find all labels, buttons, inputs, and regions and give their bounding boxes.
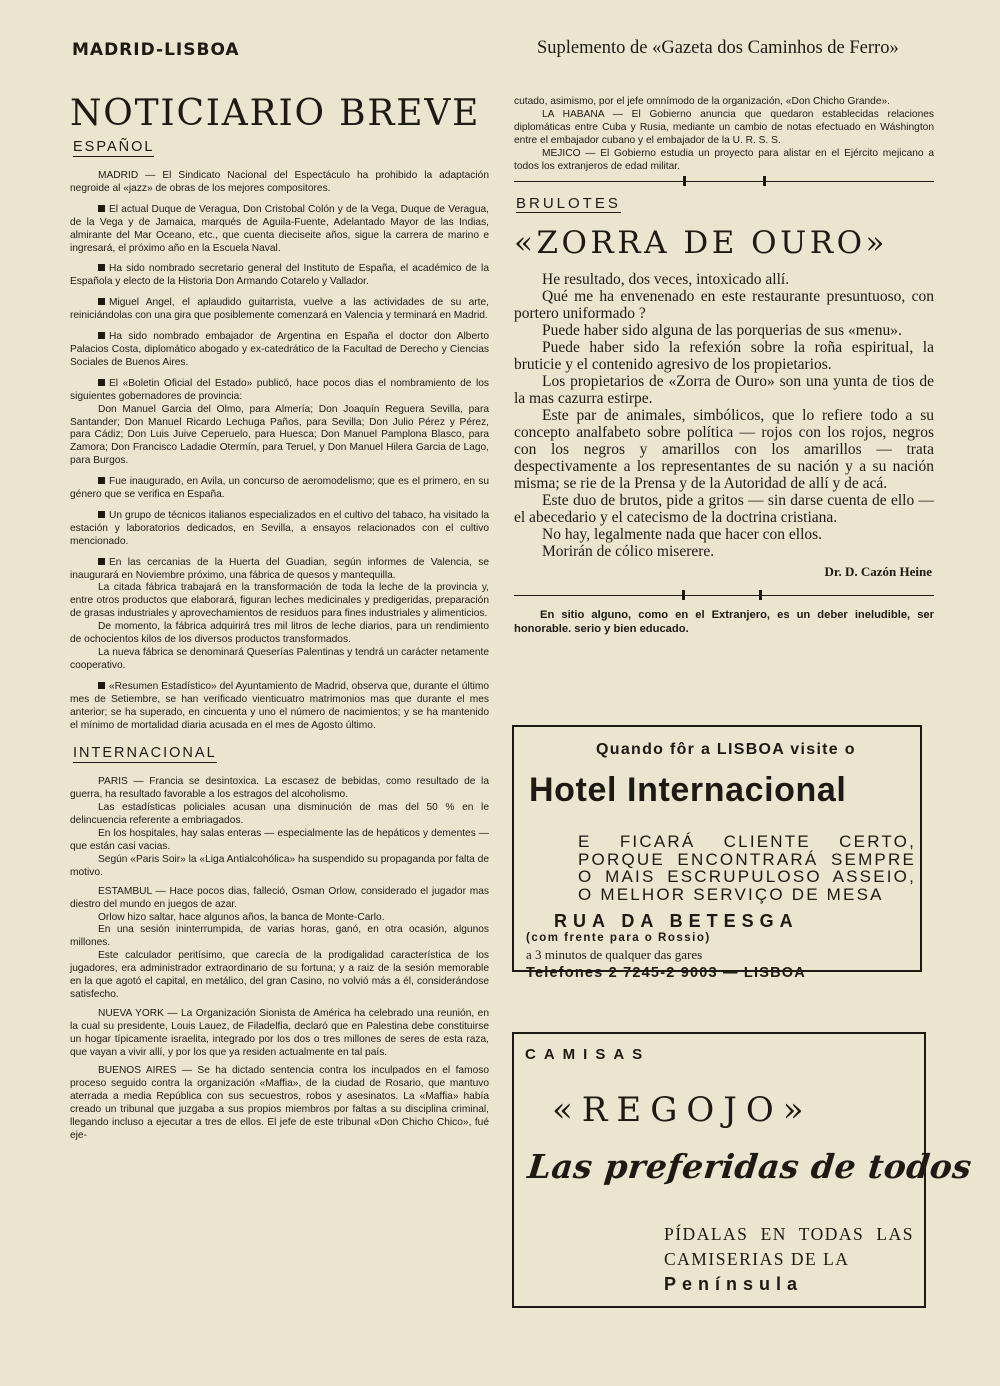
ad-street: RUA DA BETESGA: [554, 911, 799, 931]
news-item: MADRID — El Sindicato Nacional del Espectáculo ha prohibido la adaptación negroide al «jazz» de obras de los mejores compositores.: [70, 170, 489, 194]
bullet-square-icon: [98, 332, 105, 339]
left-column: [70, 92, 489, 1322]
article-paragraph: Este duo de brutos, pide a gritos — sin darse cuenta de ello — el abecedario y el catecismo de la doctrina cristiana.: [514, 492, 934, 527]
news-item: El actual Duque de Veragua, Don Cristobal Colón y de la Vega, Duque de Veragua, de la Vega y de Jamaica, marqués de Aguila-Fuente, Adelantado Mayor de las Indias, almirante del Mar Oceano, etc., que cuenta dieciseite años, sigue la carrera de marino e ingresará, el próximo año en la Escuela Naval.: [70, 203, 489, 254]
ad-body: PÍDALAS EN TODAS LAS CAMISERIAS DE LA: [664, 1224, 914, 1269]
internacional-news: [70, 776, 489, 1142]
news-item: NUEVA YORK — La Organización Sionista de América ha celebrado una reunión, en la cual su presidente, Louis Lauez, de Filadelfia, declaró que en Palestina debe constituirse un hogar típicamente israelita, integrado por los dos o tres millones de seres de esta raza, que vayan a vivir allí, y por los que ya residen actualmente en tal país.: [70, 1007, 489, 1058]
ad-slogan: Las preferidas de todos: [525, 1147, 974, 1186]
maxim-text: En sitio alguno, como en el Extranjero, es un deber ineludible, ser honorable. serio y bien educado.: [514, 609, 934, 636]
ad-body: E FICARÁ CLIENTE CERTO, PORQUE ENCONTRARÁ SEMPRE O MAIS ESCRUPULOSO ASSEIO, O MELHOR SERVIÇO DE MESA: [578, 832, 916, 904]
news-item: En las cercanias de la Huerta del Guadian, según informes de Valencia, se inaugurará en Noviembre próximo, una fábrica de quesos y mantequilla.: [70, 556, 489, 581]
news-item: cutado, asimismo, por el jefe omnímodo de la organización, «Don Chicho Grande».: [514, 96, 891, 107]
news-item: La citada fábrica trabajará en la transformación de toda la leche de la provincia y, entre otros productos que elaborará, figuran leches medicinales y predigeridas, preparación de grasas industriales y aprovechamientos de residuos para fines industriales y alimenticios.: [70, 582, 489, 620]
camisas-regojo-ad: [512, 1032, 974, 1308]
bullet-square-icon: [98, 264, 105, 271]
continued-news: [514, 96, 934, 173]
ad-tagline: Quando fôr a LISBOA visite o: [596, 741, 856, 758]
ad-distance-note: a 3 minutos de qualquer das gares: [526, 947, 703, 962]
news-item: El «Boletin Oficial del Estado» publicó, hace pocos dias el nombramiento de los siguientes gobernadores de provincia:: [70, 377, 489, 402]
article-body: [514, 271, 934, 560]
bullet-square-icon: [98, 477, 105, 484]
article-title: «ZORRA DE OURO»: [514, 225, 888, 262]
news-item: PARIS — Francia se desintoxica. La escasez de bebidas, como resultado de la guerra, ha resultado favorable a los estragos del alcoholismo.: [70, 776, 489, 801]
ad-location-note: (com frente para o Rossio): [526, 932, 711, 944]
right-column: [514, 96, 934, 636]
news-item: Ha sido nombrado embajador de Argentina en España el doctor don Alberto Palacios Costa, diplomático abogado y ex-catedrático de la Facultad de Derecho y Ciencias Sociales de Buenos Aires.: [70, 331, 489, 368]
ad-closing: Península: [664, 1274, 804, 1294]
news-item: Orlow hizo saltar, hace algunos años, la banca de Monte-Carlo.: [98, 911, 385, 923]
bullet-square-icon: [98, 379, 105, 386]
news-item: Miguel Angel, el aplaudido guitarrista, vuelve a las actividades de su arte, reiniciándolas con una gira que posiblemente comenzará en Valencia y terminará en Madrid.: [70, 297, 489, 322]
running-header-right: Suplemento de «Gazeta dos Caminhos de Ferro»: [537, 38, 899, 58]
running-header-left: MADRID-LISBOA: [72, 40, 240, 60]
news-item: Según «Paris Soir» la «Liga Antialcohólica» ha suspendido su propaganda por falta de motivo.: [70, 853, 489, 878]
news-item: BUENOS AIRES — Se ha dictado sentencia contra los inculpados en el famoso proceso seguido contra la organización «Maffia», de la ciudad de Rosario, que mantuvo aterrada a media República con sus secuestros, robos y asesinatos. La «Maffia» había creado un tribunal que juzgaba a sus propios miembros por faltas a su disciplina criminal, llegando incluso a ejecutar a tres de ellos. El jefe de este tribunal «Don Chicho Chico», fué eje-: [70, 1065, 489, 1141]
news-item: De momento, la fábrica adquirirá tres mil litros de leche diarios, para un rendimiento de ochocientos kilos de los diversos productos transformados.: [70, 621, 489, 646]
article-paragraph: No hay, legalmente nada que hacer con ellos.: [542, 526, 823, 544]
section-heading-espanol: ESPAÑOL: [73, 139, 155, 155]
news-item: MEJICO — El Gobierno estudia un proyecto para alistar en el Ejército mejicano a todos los extranjeros de edad militar.: [514, 147, 934, 172]
hotel-name: Hotel Internacional: [529, 771, 847, 809]
news-item: «Resumen Estadístico» del Ayuntamiento de Madrid, observa que, durante el último mes de Setiembre, se han verificado vienticuatro matrimonios mas que durante el mes anterior; se ha superado, en cincuenta y uno el número de nacimientos; y se ha mantenido el mínimo de mortalidad diaria acusada en el mes de Agosto último.: [70, 680, 489, 731]
espanol-news: [70, 170, 489, 732]
news-item: ESTAMBUL — Hace pocos dias, falleció, Osman Orlow, considerado el jugador mas diestro del mundo en juegos de azar.: [70, 885, 489, 910]
news-item: En una sesión ininterrumpida, de varias horas, ganó, en otra ocasión, algunos millones.: [70, 924, 489, 949]
hotel-internacional-ad: [512, 725, 922, 981]
news-item: Este calculador peritísimo, que carecía de la prodigalidad característica de los jugadores, era administrador extraordinario de su fortuna; y a raiz de la sesión memorable en la que agotó el capital, en metálico, del gran Casino, no volvió más a él, considerándose satisfecho.: [70, 950, 489, 1000]
article-paragraph: He resultado, dos veces, intoxicado allí.: [542, 271, 790, 289]
ad-phones: Telefones 2 7245-2 9003 — LISBOA: [526, 965, 806, 981]
article-paragraph: Morirán de cólico miserere.: [542, 543, 715, 561]
section-heading-internacional: INTERNACIONAL: [73, 745, 217, 762]
article-paragraph: Este par de animales, simbólicos, que lo refiere todo a su concepto analfabeto sobre política — rojos con los rojos, negros con los negros y amarillos con los amarillos — trata despectivamente a los representantes de su nación y a su nación misma; se rie de la Prensa y de la Autoridad de allí y de acá.: [514, 407, 934, 493]
article-paragraph: Puede haber sido la refexión sobre la roña espiritual, la bruticie y el contenido agresivo de los propietarios.: [514, 339, 934, 374]
article-paragraph: Qué me ha envenenado en este restaurante presuntuoso, con portero uniformado ?: [514, 288, 934, 323]
article-signature: Dr. D. Cazón Heine: [824, 564, 932, 580]
news-item: Las estadísticas policiales acusan una disminución de mas del 50 % en le delincuencia referente a embriagados.: [70, 802, 489, 827]
bullet-square-icon: [98, 205, 105, 212]
bullet-square-icon: [98, 298, 105, 305]
news-item: En los hospitales, hay salas enteras — especialmente las de hepáticos y dementes — que están casi vacias.: [70, 828, 489, 852]
bullet-square-icon: [98, 682, 105, 689]
news-item: LA HABANA — El Gobierno anuncia que quedaron establecidas relaciones diplomáticas entre Cuba y Rusia, mediante un cambio de notas efectuado en Wáshington entre el embajador cubano y el embajador de la U. R. S. S.: [514, 108, 934, 146]
news-item: Un grupo de técnicos italianos especializados en el cultivo del tabaco, ha visitado la estación y laboratorios dedicados, en Sevilla, a ensayos relacionados con el cultivo mencionado.: [70, 509, 489, 547]
article-paragraph: Los propietarios de «Zorra de Ouro» son una yunta de tios de la mas cazurra estirpe.: [514, 373, 934, 408]
brand-name: «REGOJO»: [552, 1090, 813, 1130]
section-heading-brulotes: BRULOTES: [516, 195, 621, 213]
news-item: Don Manuel Garcia del Olmo, para Almería; Don Joaquín Reguera Sevilla, para Santander; Don Manuel Ricardo Lechuga Paños, para Sevilla; Don Julio Pérez y Pérez, para Cádiz; Don Luis Juive Ceperuelo, para Huesca; Don Manuel Pamplona Blasco, para Zamora; Don Francisco Ladadie Otermín, para Teruel, y Don Manuel Hilera Garcia de Lago, para Burgos.: [70, 403, 489, 467]
news-item: Ha sido nombrado secretario general del Instituto de España, el académico de la Española y electo de la Historia Don Armando Cotarelo y Vallador.: [70, 263, 489, 288]
ornament-divider: [514, 176, 934, 186]
ornament-divider: [514, 590, 934, 600]
news-item: Fue inaugurado, en Avila, un concurso de aeromodelismo; que es el primero, en su género que se verifica en España.: [70, 476, 489, 501]
article-paragraph: Puede haber sido alguna de las porquerias de sus «menu».: [542, 322, 902, 340]
bullet-square-icon: [98, 558, 105, 565]
ad-tag: CAMISAS: [525, 1046, 651, 1063]
news-item: La nueva fábrica se denominará Queserías Palentinas y tendrá un carácter netamente cooperativo.: [70, 647, 489, 671]
page-title: NOTICIARIO BREVE: [70, 93, 481, 134]
bullet-square-icon: [98, 511, 105, 518]
